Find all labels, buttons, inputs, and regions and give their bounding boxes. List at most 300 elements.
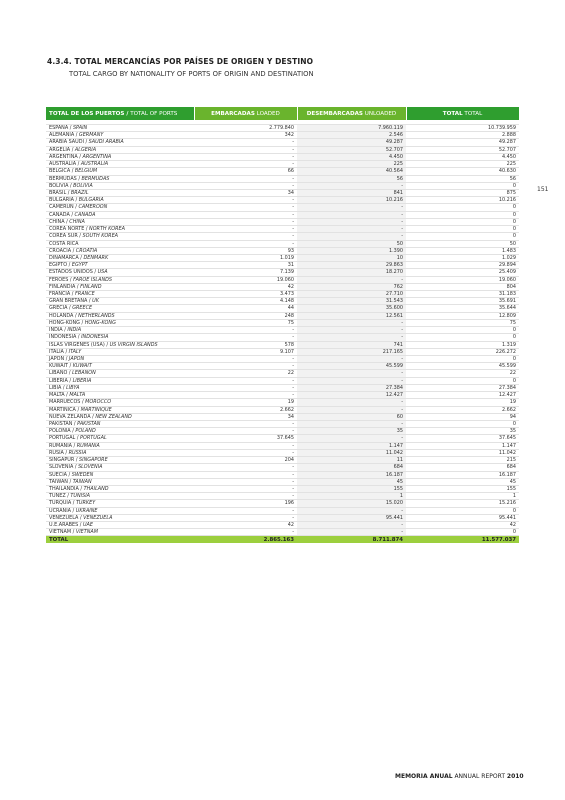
total-value: 35.644	[406, 305, 519, 312]
loaded-value: -	[194, 240, 297, 247]
country-name: PAKISTAN / PAKISTAN	[46, 420, 194, 427]
total-value: 0	[406, 420, 519, 427]
header-loaded: EMBARCADAS LOADED	[194, 107, 297, 120]
total-value: 1.147	[406, 442, 519, 449]
unloaded-value: -	[297, 226, 406, 233]
total-value: 1	[406, 493, 519, 500]
total-value: 56	[406, 175, 519, 182]
table-row	[46, 514, 519, 521]
total-value: 35	[406, 428, 519, 435]
table-row	[46, 276, 519, 283]
loaded-value: 42	[194, 283, 297, 290]
table-row	[46, 269, 519, 276]
loaded-value: -	[194, 153, 297, 160]
total-value: 95.441	[406, 514, 519, 521]
loaded-value: -	[194, 464, 297, 471]
loaded-value: -	[194, 204, 297, 211]
unloaded-value: -	[297, 204, 406, 211]
country-name: GRAN BRETAÑA / UK	[46, 298, 194, 305]
unloaded-value: 841	[297, 189, 406, 196]
total-value: 0	[406, 356, 519, 363]
country-name: COREA SUR / SOUTH KOREA	[46, 233, 194, 240]
unloaded-value: -	[297, 233, 406, 240]
table-row	[46, 493, 519, 500]
total-value: 37.645	[406, 435, 519, 442]
country-name: FEROES / FAROE ISLANDS	[46, 276, 194, 283]
total-value: 15.216	[406, 500, 519, 507]
country-name: JAPON / JAPON	[46, 356, 194, 363]
unloaded-value: -	[297, 370, 406, 377]
unloaded-value: 31.543	[297, 298, 406, 305]
loaded-value: 248	[194, 312, 297, 319]
country-name: PORTUGAL / PORTUGAL	[46, 435, 194, 442]
unloaded-value: 15.020	[297, 500, 406, 507]
table-row	[46, 428, 519, 435]
total-value: 0	[406, 182, 519, 189]
table-total-row	[46, 536, 519, 544]
total-value: 0	[406, 204, 519, 211]
total-value: 27.384	[406, 384, 519, 391]
unloaded-value: 40.564	[297, 168, 406, 175]
country-name: MARTINICA / MARTINIQUE	[46, 406, 194, 413]
country-name: CAMERUN / CAMEROON	[46, 204, 194, 211]
table-row	[46, 139, 519, 146]
country-name: NUEVA ZELANDA / NEW ZEALAND	[46, 413, 194, 420]
loaded-value: -	[194, 442, 297, 449]
country-name: ARABIA SAUDÍ / SAUDI ARABIA	[46, 139, 194, 146]
table-row	[46, 312, 519, 319]
loaded-value: -	[194, 218, 297, 225]
table-row	[46, 189, 519, 196]
unloaded-value: 35.600	[297, 305, 406, 312]
loaded-value: -	[194, 226, 297, 233]
total-value: 1.483	[406, 247, 519, 254]
unloaded-value: 1.390	[297, 247, 406, 254]
unloaded-value: -	[297, 399, 406, 406]
loaded-value: 44	[194, 305, 297, 312]
table-row	[46, 399, 519, 406]
table-row	[46, 485, 519, 492]
unloaded-value: -	[297, 377, 406, 384]
total-value: 52.707	[406, 146, 519, 153]
country-name: U.E.ARABES / UAE	[46, 522, 194, 529]
unloaded-value: -	[297, 435, 406, 442]
loaded-value: -	[194, 514, 297, 521]
total-value: 1.029	[406, 254, 519, 261]
loaded-value: -	[194, 327, 297, 334]
table-row	[46, 442, 519, 449]
country-name: CANADA / CANADA	[46, 211, 194, 218]
loaded-value: -	[194, 197, 297, 204]
loaded-value: -	[194, 356, 297, 363]
table-row	[46, 125, 519, 132]
total-value: 45	[406, 478, 519, 485]
loaded-value: -	[194, 363, 297, 370]
country-name: LIBANO / LEBANON	[46, 370, 194, 377]
table-row	[46, 211, 519, 218]
unloaded-value: 155	[297, 485, 406, 492]
unloaded-value: 225	[297, 161, 406, 168]
total-value: 804	[406, 283, 519, 290]
table-row	[46, 298, 519, 305]
loaded-value: -	[194, 428, 297, 435]
country-name: VENEZUELA / VENEZUELA	[46, 514, 194, 521]
total-value: 875	[406, 189, 519, 196]
table-row	[46, 168, 519, 175]
loaded-value: 2.779.840	[194, 125, 297, 132]
unloaded-value: 60	[297, 413, 406, 420]
total-value: 684	[406, 464, 519, 471]
unloaded-value: 7.960.119	[297, 125, 406, 132]
total-value: 45.599	[406, 363, 519, 370]
country-name: INDONESIA / INDONESIA	[46, 334, 194, 341]
country-name: TAIWAN / TAIWAN	[46, 478, 194, 485]
total-value: 40.630	[406, 168, 519, 175]
loaded-value: 204	[194, 457, 297, 464]
total-value: 1.319	[406, 341, 519, 348]
table-row	[46, 146, 519, 153]
unloaded-value: -	[297, 319, 406, 326]
loaded-value: 66	[194, 168, 297, 175]
unloaded-value: 45	[297, 478, 406, 485]
table-row	[46, 247, 519, 254]
loaded-value: -	[194, 334, 297, 341]
total-value: 0	[406, 327, 519, 334]
unloaded-value: -	[297, 522, 406, 529]
loaded-value: -	[194, 493, 297, 500]
loaded-value: 34	[194, 413, 297, 420]
loaded-value: 1.019	[194, 254, 297, 261]
header-unloaded: DESEMBARCADAS UNLOADED	[297, 107, 406, 120]
country-name: BOLIVIA / BOLIVIA	[46, 182, 194, 189]
total-value: 0	[406, 211, 519, 218]
country-name: EGIPTO / EGYPT	[46, 262, 194, 269]
unloaded-value: 29.863	[297, 262, 406, 269]
total-value: 0	[406, 334, 519, 341]
total-value: 16.187	[406, 471, 519, 478]
loaded-value: -	[194, 182, 297, 189]
loaded-value: 34	[194, 189, 297, 196]
loaded-value: -	[194, 384, 297, 391]
loaded-value: -	[194, 211, 297, 218]
unloaded-value: 684	[297, 464, 406, 471]
table-row	[46, 132, 519, 139]
unloaded-value: 35	[297, 428, 406, 435]
loaded-value: -	[194, 471, 297, 478]
table-row	[46, 254, 519, 261]
total-value: 19	[406, 399, 519, 406]
country-name: LIBIA / LIBYA	[46, 384, 194, 391]
loaded-value: -	[194, 233, 297, 240]
unloaded-value: 10	[297, 254, 406, 261]
unloaded-value: -	[297, 182, 406, 189]
total-unloaded: 8.711.874	[297, 536, 406, 544]
country-name: CROACIA / CROATIA	[46, 247, 194, 254]
table-row	[46, 471, 519, 478]
country-name: AUSTRALIA / AUSTRALIA	[46, 161, 194, 168]
table-row	[46, 240, 519, 247]
table-row	[46, 464, 519, 471]
loaded-value: -	[194, 175, 297, 182]
loaded-value: -	[194, 146, 297, 153]
total-value: 11.042	[406, 449, 519, 456]
loaded-value: 2.662	[194, 406, 297, 413]
loaded-value: -	[194, 507, 297, 514]
country-name: TURQUIA / TURKEY	[46, 500, 194, 507]
total-value: 10.216	[406, 197, 519, 204]
loaded-value: -	[194, 420, 297, 427]
country-name: ITALIA / ITALY	[46, 348, 194, 355]
loaded-value: 93	[194, 247, 297, 254]
header-ports: TOTAL DE LOS PUERTOS / TOTAL OF PORTS	[46, 107, 194, 120]
total-label: TOTAL	[46, 536, 194, 544]
loaded-value: 4.148	[194, 298, 297, 305]
table-row	[46, 377, 519, 384]
country-name: ESTADOS UNIDOS / USA	[46, 269, 194, 276]
table-row	[46, 262, 519, 269]
unloaded-value: 95.441	[297, 514, 406, 521]
loaded-value: 37.645	[194, 435, 297, 442]
table-row	[46, 233, 519, 240]
country-name: GRECIA / GREECE	[46, 305, 194, 312]
country-name: ALEMANIA / GERMANY	[46, 132, 194, 139]
loaded-value: 75	[194, 319, 297, 326]
unloaded-value: -	[297, 276, 406, 283]
loaded-value: 7.139	[194, 269, 297, 276]
total-value: 155	[406, 485, 519, 492]
country-name: BELGICA / BELGIUM	[46, 168, 194, 175]
loaded-value: -	[194, 161, 297, 168]
country-name: ARGENTINA / ARGENTINA	[46, 153, 194, 160]
table-row	[46, 341, 519, 348]
total-value: 10.739.959	[406, 125, 519, 132]
unloaded-value: 50	[297, 240, 406, 247]
table-row	[46, 478, 519, 485]
country-name: ESPAÑA / SPAIN	[46, 125, 194, 132]
unloaded-value: 49.287	[297, 139, 406, 146]
table-row	[46, 305, 519, 312]
loaded-value: -	[194, 478, 297, 485]
section-heading: 4.3.4. TOTAL MERCANCÍAS POR PAÍSES DE ORIGEN Y DESTINO	[47, 57, 314, 66]
unloaded-value: 10.216	[297, 197, 406, 204]
unloaded-value: -	[297, 529, 406, 536]
total-value: 0	[406, 529, 519, 536]
unloaded-value: 27.710	[297, 291, 406, 298]
total-value: 49.287	[406, 139, 519, 146]
total-value: 12.427	[406, 392, 519, 399]
loaded-value: 42	[194, 522, 297, 529]
country-name: THAILANDIA / THAILAND	[46, 485, 194, 492]
table-row	[46, 291, 519, 298]
table-row	[46, 161, 519, 168]
unloaded-value: 2.546	[297, 132, 406, 139]
total-value: 29.894	[406, 262, 519, 269]
total-value: 75	[406, 319, 519, 326]
unloaded-value: 11	[297, 457, 406, 464]
country-name: SLOVENIA / SLOVENIA	[46, 464, 194, 471]
country-name: BRASIL / BRAZIL	[46, 189, 194, 196]
loaded-value: -	[194, 139, 297, 146]
total-value: 50	[406, 240, 519, 247]
total-total: 11.577.037	[406, 536, 519, 544]
unloaded-value: 56	[297, 175, 406, 182]
total-value: 0	[406, 233, 519, 240]
unloaded-value: 52.707	[297, 146, 406, 153]
total-value: 19.060	[406, 276, 519, 283]
country-name: MALTA / MALTA	[46, 392, 194, 399]
table-row	[46, 500, 519, 507]
total-loaded: 2.865.163	[194, 536, 297, 544]
unloaded-value: -	[297, 420, 406, 427]
country-name: BERMUDAS / BERMUDAS	[46, 175, 194, 182]
table-row	[46, 457, 519, 464]
unloaded-value: -	[297, 356, 406, 363]
total-value: 12.809	[406, 312, 519, 319]
cargo-table	[46, 107, 520, 543]
total-value: 25.409	[406, 269, 519, 276]
total-value: 4.450	[406, 153, 519, 160]
country-name: VIETNAM / VIETNAM	[46, 529, 194, 536]
table-row	[46, 218, 519, 225]
loaded-value: -	[194, 377, 297, 384]
total-value: 0	[406, 218, 519, 225]
loaded-value: 196	[194, 500, 297, 507]
total-value: 0	[406, 226, 519, 233]
unloaded-value: 1	[297, 493, 406, 500]
unloaded-value: 27.384	[297, 384, 406, 391]
country-name: BULGARIA / BULGARIA	[46, 197, 194, 204]
country-name: HONG-KONG / HONG-KONG	[46, 319, 194, 326]
country-name: COREA NORTE / NORTH KOREA	[46, 226, 194, 233]
unloaded-value: 11.042	[297, 449, 406, 456]
table-row	[46, 348, 519, 355]
table-row	[46, 197, 519, 204]
country-name: TUNEZ / TUNISIA	[46, 493, 194, 500]
unloaded-value: -	[297, 218, 406, 225]
table-row	[46, 384, 519, 391]
country-name: RUMANIA / RUMANIA	[46, 442, 194, 449]
table-row	[46, 175, 519, 182]
table-row	[46, 370, 519, 377]
table-row	[46, 529, 519, 536]
total-value: 42	[406, 522, 519, 529]
country-name: MARRUECOS / MOROCCO	[46, 399, 194, 406]
unloaded-value: 762	[297, 283, 406, 290]
total-value: 35.691	[406, 298, 519, 305]
loaded-value: 9.107	[194, 348, 297, 355]
country-name: LIBERIA / LIBERIA	[46, 377, 194, 384]
table-row	[46, 319, 519, 326]
unloaded-value: -	[297, 211, 406, 218]
table-row	[46, 327, 519, 334]
total-value: 226.272	[406, 348, 519, 355]
unloaded-value: -	[297, 507, 406, 514]
country-name: FINLANDIA / FINLAND	[46, 283, 194, 290]
loaded-value: 19	[194, 399, 297, 406]
total-value: 225	[406, 161, 519, 168]
table-row	[46, 420, 519, 427]
loaded-value: -	[194, 392, 297, 399]
unloaded-value: 741	[297, 341, 406, 348]
unloaded-value: 16.187	[297, 471, 406, 478]
country-name: POLONIA / POLAND	[46, 428, 194, 435]
country-name: COSTA RICA	[46, 240, 194, 247]
table-row	[46, 435, 519, 442]
unloaded-value: -	[297, 327, 406, 334]
table-row	[46, 204, 519, 211]
unloaded-value: 4.450	[297, 153, 406, 160]
table-row	[46, 334, 519, 341]
unloaded-value: 1.147	[297, 442, 406, 449]
country-name: INDIA / INDIA	[46, 327, 194, 334]
unloaded-value: -	[297, 406, 406, 413]
loaded-value: 22	[194, 370, 297, 377]
table-row	[46, 522, 519, 529]
country-name: RUSIA / RUSSIA	[46, 449, 194, 456]
table-row	[46, 356, 519, 363]
country-name: HOLANDA / NETHERLANDS	[46, 312, 194, 319]
unloaded-value: 18.270	[297, 269, 406, 276]
table-row	[46, 153, 519, 160]
total-value: 2.662	[406, 406, 519, 413]
unloaded-value: 12.427	[297, 392, 406, 399]
country-name: SINGAPUR / SINGAPORE	[46, 457, 194, 464]
loaded-value: 3.473	[194, 291, 297, 298]
unloaded-value: -	[297, 334, 406, 341]
loaded-value: -	[194, 449, 297, 456]
loaded-value: 19.060	[194, 276, 297, 283]
country-name: ISLAS VIRGENES (USA) / US VIRGIN ISLANDS	[46, 341, 194, 348]
table-row	[46, 283, 519, 290]
page-footer: MEMORIA ANUAL ANNUAL REPORT 2010	[395, 773, 524, 780]
table-row	[46, 413, 519, 420]
header-total: TOTAL TOTAL	[406, 107, 519, 120]
table-row	[46, 449, 519, 456]
table-row	[46, 182, 519, 189]
country-name: SUECIA / SWEDEN	[46, 471, 194, 478]
country-name: CHINA / CHINA	[46, 218, 194, 225]
loaded-value: -	[194, 529, 297, 536]
unloaded-value: 12.561	[297, 312, 406, 319]
page-number: 151	[537, 186, 549, 193]
country-name: FRANCIA / FRANCE	[46, 291, 194, 298]
loaded-value: 578	[194, 341, 297, 348]
section-subheading: TOTAL CARGO BY NATIONALITY OF PORTS OF ORIGIN AND DESTINATION	[69, 70, 314, 78]
table-row	[46, 226, 519, 233]
unloaded-value: 45.599	[297, 363, 406, 370]
loaded-value: -	[194, 485, 297, 492]
table-row	[46, 392, 519, 399]
country-name: ARGELIA / ALGERIA	[46, 146, 194, 153]
country-name: DINAMARCA / DENMARK	[46, 254, 194, 261]
total-value: 94	[406, 413, 519, 420]
unloaded-value: 217.165	[297, 348, 406, 355]
total-value: 215	[406, 457, 519, 464]
table-row	[46, 363, 519, 370]
table-row	[46, 406, 519, 413]
total-value: 2.888	[406, 132, 519, 139]
country-name: UCRANIA / UKRAINE	[46, 507, 194, 514]
loaded-value: 31	[194, 262, 297, 269]
total-value: 0	[406, 507, 519, 514]
table-header-row	[46, 107, 519, 120]
table-row	[46, 507, 519, 514]
total-value: 22	[406, 370, 519, 377]
total-value: 0	[406, 377, 519, 384]
total-value: 31.183	[406, 291, 519, 298]
country-name: KUWAIT / KUWAIT	[46, 363, 194, 370]
loaded-value: 342	[194, 132, 297, 139]
